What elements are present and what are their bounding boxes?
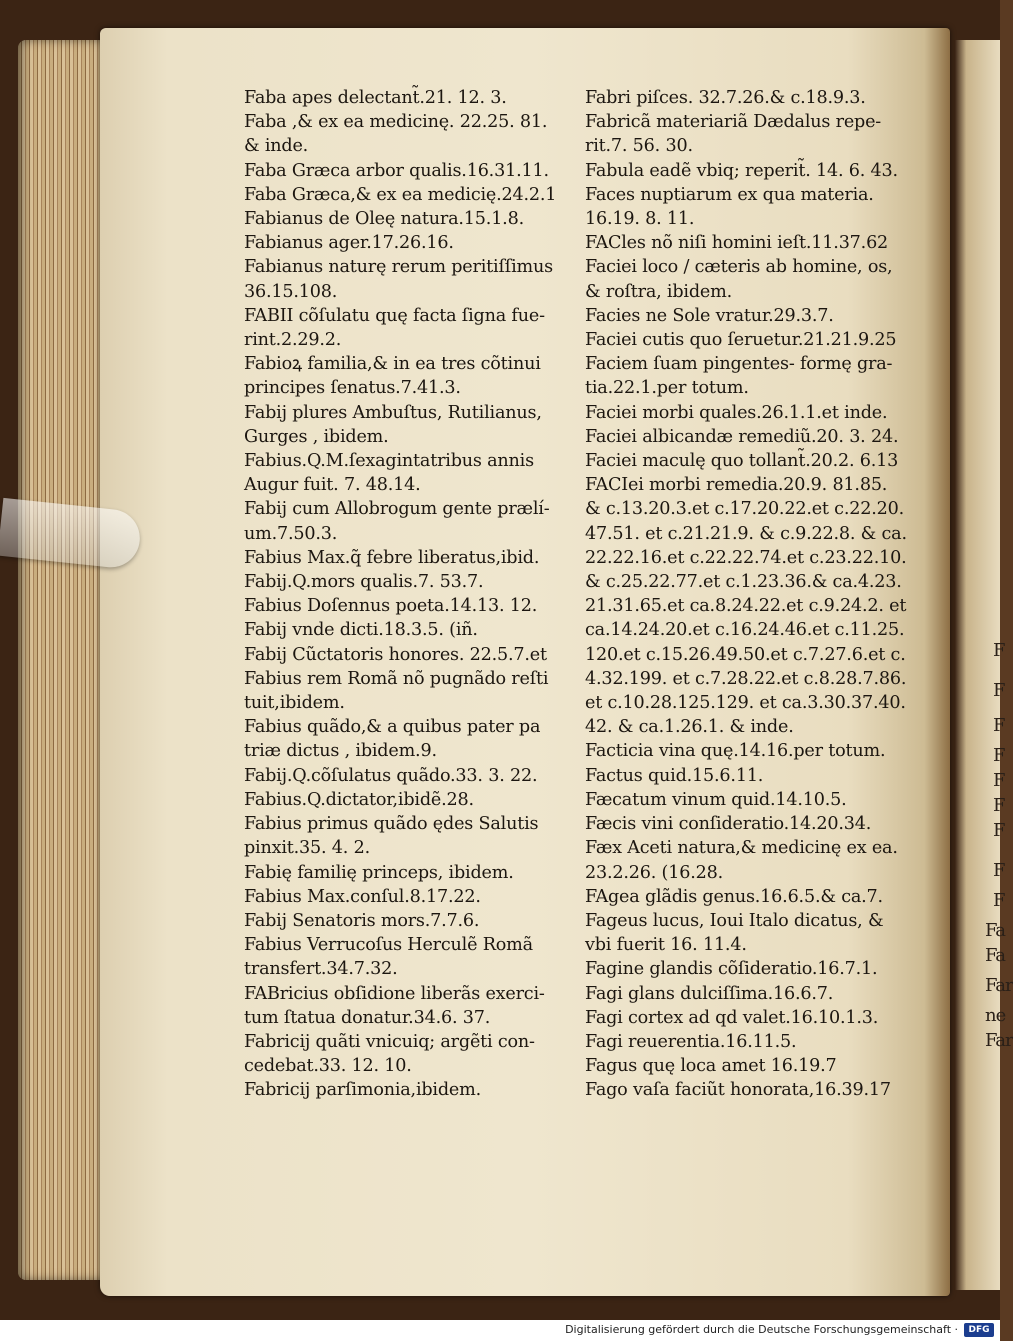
index-entry-line: rint.2.29.2.	[244, 330, 342, 351]
index-entry-line: cedebat.33. 12. 10.	[244, 1056, 412, 1077]
index-entry-line: Fabius Max.conſul.8.17.22.	[244, 886, 481, 907]
index-entry-line: Faciei cutis quo ſeruetur.21.21.9.25	[585, 330, 897, 351]
index-entry-line: Facticia vina quę.14.16.per totum.	[585, 741, 886, 762]
index-entry-line: 16.19. 8. 11.	[585, 209, 695, 230]
index-entry-line: Fabij cum Allobrogum gente prælí-	[244, 499, 550, 520]
index-entry-line: Fabius primus quãdo ędes Salutis	[244, 814, 539, 835]
index-entry-line: FABII cõſulatu quę facta ſigna fue-	[244, 305, 545, 326]
index-entry-line: FABricius obſidione liberãs exerci-	[244, 983, 545, 1004]
index-entry-line: 21.31.65.et ca.8.24.22.et c.9.24.2. et	[585, 596, 907, 617]
index-entry-line: Faba Græca,& ex ea medicię.24.2.1	[244, 184, 557, 205]
index-entry-line: tum ſtatua donatur.34.6. 37.	[244, 1007, 491, 1028]
index-entry-line: Fabius quãdo,& a quibus pater pa	[244, 717, 541, 738]
index-entry-line: Fæcis vini conſideratio.14.20.34.	[585, 814, 872, 835]
index-entry-line: Fageus lucus, Ioui Italo dicatus, &	[585, 910, 884, 931]
index-entry-line: FACles nõ niſi homini ieſt.11.37.62	[585, 233, 889, 254]
index-entry-line: Fabianus naturę rerum peritiſſimus	[244, 257, 553, 278]
index-entry-line: Fabij.Q.cõſulatus quãdo.33. 3. 22.	[244, 765, 538, 786]
index-entry-line: & c.25.22.77.et c.1.23.36.& ca.4.23.	[585, 572, 902, 593]
index-entry-line: Faciei morbi quales.26.1.1.et inde.	[585, 402, 888, 423]
index-entry-line: Fagine glandis cõſideratio.16.7.1.	[585, 959, 878, 980]
index-entry-line: Fabius Doſennus poeta.14.13. 12.	[244, 596, 538, 617]
index-entry-line: um.7.50.3.	[244, 523, 338, 544]
index-entry-line: 120.et c.15.26.49.50.et c.7.27.6.et c.	[585, 644, 906, 665]
facing-page-fragment: Far	[985, 975, 1013, 996]
index-entry-line: Fabij plures Ambuſtus, Rutilianus,	[244, 402, 542, 423]
index-entry-line: Fabricã materiariã Dædalus repe-	[585, 112, 882, 133]
index-entry-line: Fagi cortex ad qd valet.16.10.1.3.	[585, 1007, 879, 1028]
index-entry-line: Faba Græca arbor qualis.16.31.11.	[244, 160, 549, 181]
index-entry-line: Factus quid.15.6.11.	[585, 765, 764, 786]
index-entry-line: 4.32.199. et c.7.28.22.et c.8.28.7.86.	[585, 668, 907, 689]
index-entry-line: Faciei maculę quo tollant̃.20.2. 6.13	[585, 451, 899, 472]
index-entry-line: 22.22.16.et c.22.22.74.et c.23.22.10.	[585, 547, 907, 568]
index-entry-line: transfert.34.7.32.	[244, 959, 398, 980]
index-entry-line: 47.51. et c.21.21.9. & c.9.22.8. & ca.	[585, 523, 907, 544]
facing-page-fragment: ne	[985, 1005, 1006, 1026]
index-entry-line: Faba apes delectant̃.21. 12. 3.	[244, 88, 507, 108]
facing-page-edge	[955, 40, 1013, 1290]
index-entry-line: Fabula eadẽ vbiq; reperit̃. 14. 6. 43.	[585, 160, 898, 181]
index-entry-line: Faciei albicandæ remediũ.20. 3. 24.	[585, 426, 899, 447]
index-entry-line: 36.15.108.	[244, 281, 338, 302]
facing-page-fragment: F	[993, 890, 1005, 911]
page-block-edge	[18, 40, 108, 1280]
facing-page-fragment: Fa	[985, 920, 1005, 941]
index-entry-line: FACIei morbi remedia.20.9. 81.85.	[585, 475, 888, 496]
index-entry-line: Facies ne Sole vratur.29.3.7.	[585, 305, 834, 326]
facing-page-fragment: F	[993, 745, 1005, 766]
index-entry-line: Fabius.Q.M.ſexagintatribus annis	[244, 451, 534, 472]
index-entry-line: Fæcatum vinum quid.14.10.5.	[585, 789, 847, 810]
facing-page-fragment: Far	[985, 1030, 1013, 1051]
index-entry-line: Fabius rem Romã nõ pugnãdo reſti	[244, 668, 549, 689]
facing-page-fragment: F	[993, 860, 1005, 881]
index-entry-line: & inde.	[244, 136, 309, 157]
index-entry-line: Fæx Aceti natura,& medicinę ex ea.	[585, 838, 898, 859]
index-entry-line: principes ſenatus.7.41.3.	[244, 378, 461, 399]
index-entry-line: & c.13.20.3.et c.17.20.22.et c.22.20.	[585, 499, 904, 520]
index-entry-line: Fagus quę loca amet 16.19.7	[585, 1056, 837, 1077]
index-entry-line: Fabri piſces. 32.7.26.& c.18.9.3.	[585, 88, 866, 108]
index-entry-line: 42. & ca.1.26.1. & inde.	[585, 717, 794, 738]
index-entry-line: Fagi glans dulciſſima.16.6.7.	[585, 983, 834, 1004]
index-entry-line: Fabricij quãti vnicuiq; argẽti con-	[244, 1031, 535, 1052]
dfg-logo-icon: DFG	[964, 1323, 994, 1337]
index-entry-line: pinxit.35. 4. 2.	[244, 838, 370, 859]
facing-page-fragment: F	[993, 795, 1005, 816]
index-entry-line: Fabij.Q.mors qualis.7. 53.7.	[244, 572, 484, 593]
facing-page-fragment: F	[993, 820, 1005, 841]
index-entry-line: tia.22.1.per totum.	[585, 378, 749, 399]
index-entry-line: ca.14.24.20.et c.16.24.46.et c.11.25.	[585, 620, 905, 641]
index-entry-line: Fabij Senatoris mors.7.7.6.	[244, 910, 480, 931]
index-entry-line: & roſtra, ibidem.	[585, 281, 732, 302]
index-entry-line: Faciei loco / cæteris ab homine, os,	[585, 257, 893, 278]
index-entry-line: tuit,ibidem.	[244, 693, 345, 714]
index-entry-line: triæ dictus , ibidem.9.	[244, 741, 437, 762]
index-entry-line: Fabianus de Oleę natura.15.1.8.	[244, 209, 524, 230]
index-entry-line: rit.7. 56. 30.	[585, 136, 693, 157]
index-entry-line: FAgea glãdis genus.16.6.5.& ca.7.	[585, 886, 883, 907]
facing-page-fragment: Fa	[985, 945, 1005, 966]
index-entry-line: Faba ,& ex ea medicinę. 22.25. 81.	[244, 112, 548, 133]
index-entry-line: Fabioꝝ familia,& in ea tres cõtinui	[244, 354, 541, 375]
index-entry-line: Faciem ſuam pingentes- formę gra-	[585, 354, 893, 375]
index-entry-line: Fabius Verrucoſus Herculẽ Romã	[244, 935, 533, 956]
index-entry-line: vbi fuerit 16. 11.4.	[585, 935, 747, 956]
index-entry-line: Fagi reuerentia.16.11.5.	[585, 1031, 797, 1052]
index-column-right	[585, 86, 915, 1103]
index-entry-line: Fabianus ager.17.26.16.	[244, 233, 454, 254]
index-entry-line: Fabię familię princeps, ibidem.	[244, 862, 514, 883]
footer-text: Digitalisierung gefördert durch die Deutsche Forschungsgemeinschaft ·	[565, 1323, 958, 1336]
index-entry-line: Fago vaſa faciũt honorata,16.39.17	[585, 1080, 891, 1101]
index-entry-line: Fabij vnde dicti.18.3.5. (iñ.	[244, 620, 478, 641]
facing-page-fragment: F	[993, 715, 1005, 736]
index-entry-line: Fabius Max.q̃ febre liberatus,ibid.	[244, 547, 540, 568]
index-entry-line: Fabius.Q.dictator,ibidẽ.28.	[244, 789, 474, 810]
index-entry-line: Faces nuptiarum ex qua materia.	[585, 184, 874, 205]
facing-page-fragment: F	[993, 640, 1005, 661]
index-entry-line: Gurges , ibidem.	[244, 426, 389, 447]
facing-page-fragment: F	[993, 770, 1005, 791]
index-entry-line: Augur fuit. 7. 48.14.	[244, 475, 421, 496]
index-entry-line: Fabij Cũctatoris honores. 22.5.7.et	[244, 644, 547, 665]
facing-page-fragment: F	[993, 680, 1005, 701]
index-entry-line: et c.10.28.125.129. et ca.3.30.37.40.	[585, 693, 906, 714]
index-column-left	[244, 86, 570, 1103]
index-entry-line: 23.2.26. (16.28.	[585, 862, 723, 883]
digitization-footer	[0, 1320, 1000, 1341]
index-entry-line: Fabricij parſimonia,ibidem.	[244, 1080, 482, 1101]
